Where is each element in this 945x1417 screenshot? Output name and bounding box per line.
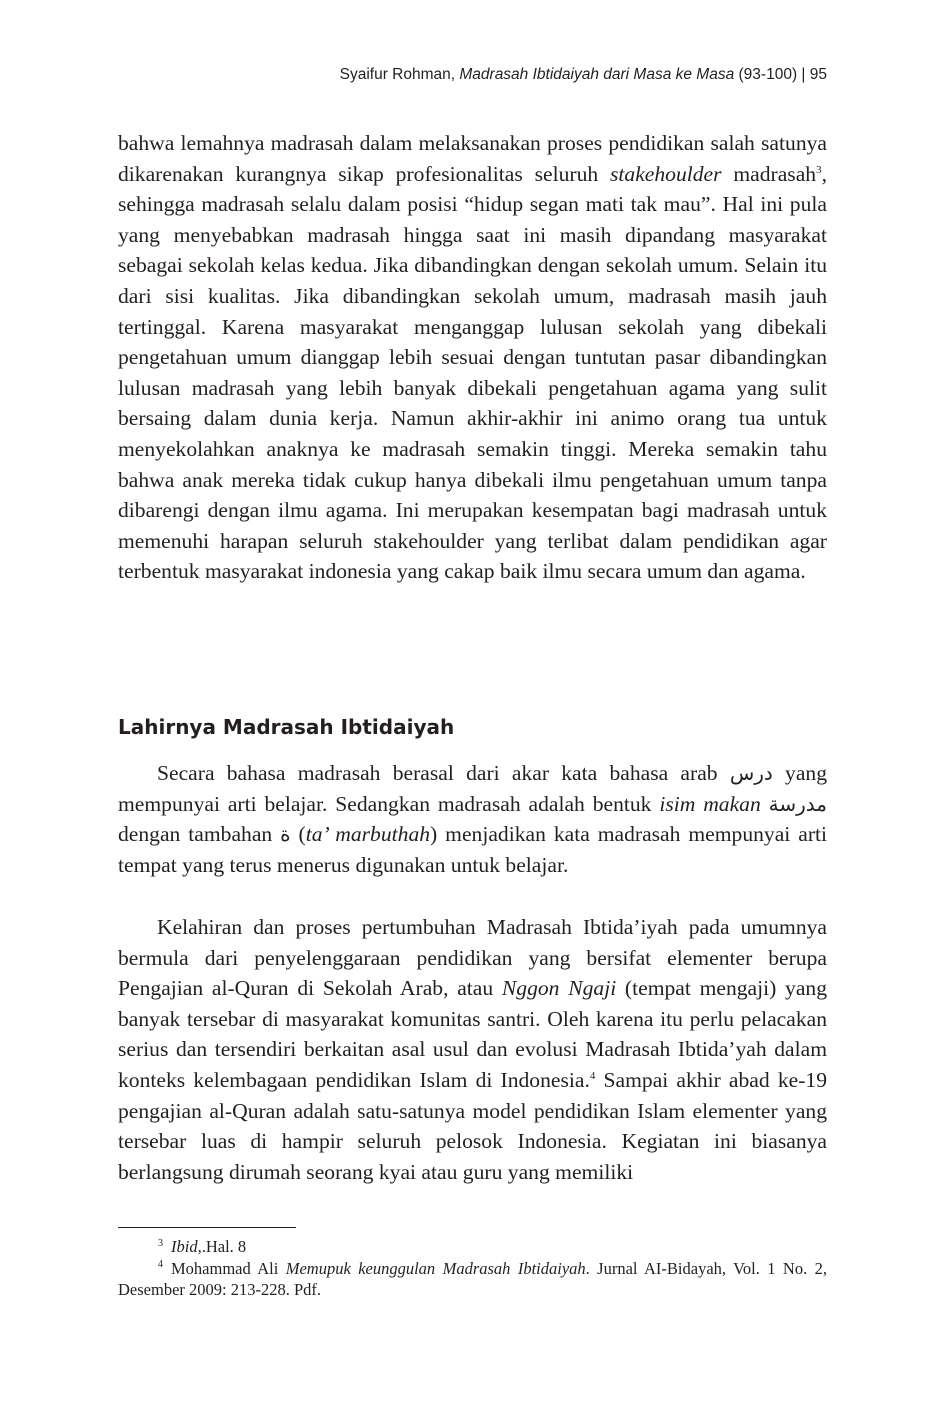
paragraph-1 bbox=[118, 128, 827, 587]
footnote-ref-3[interactable]: 3 bbox=[816, 163, 822, 176]
italic-term: stakehoulder bbox=[610, 161, 722, 186]
footnote-3 bbox=[118, 1236, 827, 1258]
text-run: bahwa lemahnya madrasah dalam melaksanakan proses pendidikan salah satunya dikarenakan kurangnya sikap profesionalitas seluruh bbox=[118, 131, 827, 186]
text-run: ( bbox=[290, 822, 306, 847]
text-run: ) menjadikan kata madrasah mempunyai arti tempat yang terus menerus digunakan untuk belajar. bbox=[118, 822, 828, 877]
arabic-word: درس bbox=[729, 761, 773, 785]
text-run: (tempat mengaji) yang banyak tersebar di masyarakat komunitas santri. Oleh karena itu perlu pelacakan serius dan tersendiri berkaitan asal usul dan evolusi Madrasah Ibtida’yah dalam konteks kelembagaan pendidikan Islam di Indonesia. bbox=[118, 976, 828, 1092]
footnote-text: . Jurnal AI-Bidayah, Vol. 1 No. 2, Desember 2009: 213-228. Pdf. bbox=[118, 1258, 828, 1299]
footnote-text: Mohammad Ali bbox=[171, 1258, 286, 1278]
text-run: Secara bahasa madrasah berasal dari akar kata bahasa arab bbox=[157, 761, 730, 785]
footnote-4 bbox=[118, 1258, 827, 1301]
paragraph-2 bbox=[118, 758, 827, 880]
footnote-text: ,.Hal. 8 bbox=[197, 1237, 247, 1256]
footnote-ref-4[interactable]: 4 bbox=[589, 1069, 596, 1082]
italic-term: isim makan bbox=[659, 791, 761, 816]
text-run: , sehingga madrasah selalu dalam posisi “hidup segan mati tak mau”. Hal ini pula yang menyebabkan madrasah hingga saat ini masih dipandang masyarakat sebagai sekolah kelas kedua. Jika dibandingkan dengan sekolah umum. Selain itu dari sisi kualitas. Jika dibandingkan sekolah umum, madrasah masih jauh tertinggal. Karena masyarakat menganggap lulusan sekolah yang dibekali pengetahuan umum dianggap lebih sesuai dengan tuntutan pasar dibandingkan lulusan madrasah yang lebih banyak dibekali pengetahuan agama yang sulit bersaing dalam dunia kerja. Namun akhir-akhir ini animo orang tua untuk menyekolahkan anaknya ke madrasah semakin tinggi. Mereka semakin tahu bahwa anak mereka tidak cukup hanya dibekali ilmu pengetahuan umum tanpa dibarengi dengan ilmu agama. Ini merupakan kesempatan bagi madrasah untuk memenuhi harapan seluruh stakehoulder yang terlibat dalam pendidikan agar terbentuk masyarakat indonesia yang cakap baik ilmu secara umum dan agama. bbox=[118, 161, 828, 584]
text-run: yang mempunyai arti belajar. Sedangkan madrasah adalah bentuk bbox=[118, 761, 827, 816]
header-title: Madrasah Ibtidaiyah dari Masa ke Masa bbox=[459, 66, 735, 83]
header-pages: (93-100) | 95 bbox=[734, 66, 827, 83]
italic-term: Nggon Ngaji bbox=[501, 976, 617, 1001]
running-header bbox=[118, 66, 827, 84]
text-run: Sampai akhir abad ke-19 pengajian al-Quran adalah satu-satunya model pendidikan Islam elementer yang tersebar luas di hampir seluruh pelosok Indonesia. Kegiatan ini biasanya berlangsung dirumah seorang kyai atau guru yang memiliki bbox=[118, 1067, 827, 1184]
paragraph-3 bbox=[118, 912, 827, 1187]
footnotes bbox=[118, 1236, 827, 1301]
text-run: madrasah bbox=[721, 161, 817, 186]
arabic-letter: ة bbox=[280, 822, 291, 847]
footnote-divider bbox=[118, 1227, 296, 1228]
footnote-number: 3 bbox=[158, 1237, 163, 1249]
footnote-italic: Memupuk keunggulan Madrasah Ibtidaiyah bbox=[285, 1258, 586, 1278]
section-heading: Lahirnya Madrasah Ibtidaiyah bbox=[118, 715, 455, 739]
arabic-word: مدرسة bbox=[768, 791, 828, 816]
text-run: dengan tambahan bbox=[118, 822, 281, 847]
footnote-number: 4 bbox=[158, 1259, 163, 1270]
footnote-italic: Ibid bbox=[171, 1237, 198, 1256]
text-run: Kelahiran dan proses pertumbuhan Madrasah Ibtida’iyah pada umumnya bermula dari penyelenggaraan pendidikan yang bersifat elementer berupa Pengajian al-Quran di Sekolah Arab, atau bbox=[118, 915, 827, 1001]
italic-term: ta’ marbuthah bbox=[305, 822, 431, 847]
header-author: Syaifur Rohman, bbox=[339, 66, 460, 83]
